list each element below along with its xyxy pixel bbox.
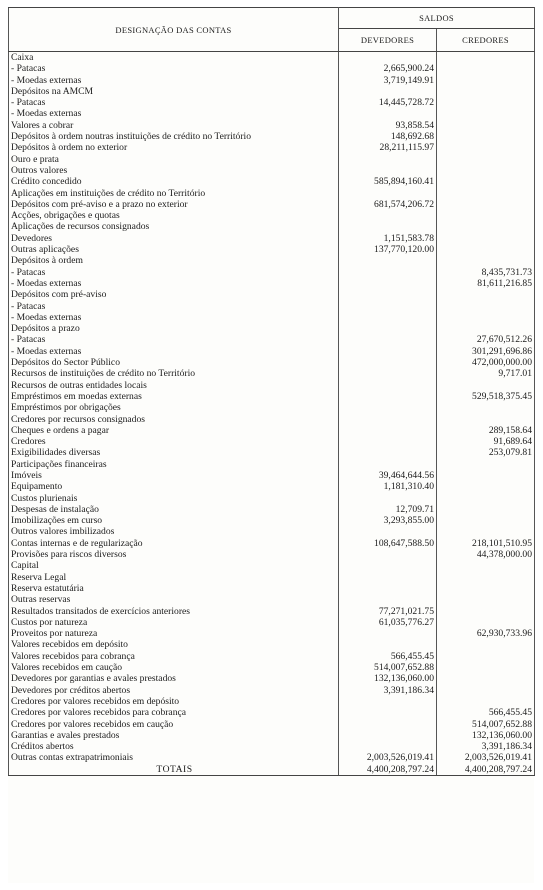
table-row — [9, 606, 535, 617]
credores-value: 301,291,696.86 — [437, 346, 535, 357]
credores-value — [437, 696, 535, 707]
credores-value — [437, 244, 535, 255]
credores-value: 289,158.64 — [437, 425, 535, 436]
account-name: Recursos de instituições de crédito no Território — [9, 368, 339, 379]
devedores-value — [339, 707, 437, 718]
credores-value — [437, 662, 535, 673]
credores-value: 91,689.64 — [437, 436, 535, 447]
table-row — [9, 481, 535, 492]
account-name: Recursos de outras entidades locais — [9, 380, 339, 391]
devedores-value — [339, 346, 437, 357]
devedores-value: 14,445,728.72 — [339, 97, 437, 108]
account-name: - Moedas externas — [9, 346, 339, 357]
credores-value — [437, 470, 535, 481]
table-row — [9, 662, 535, 673]
totals-credores: 4,400,208,797.24 — [437, 764, 535, 776]
credores-value — [437, 459, 535, 470]
table-row — [9, 267, 535, 278]
account-name: Reserva estatutária — [9, 583, 339, 594]
table-row — [9, 741, 535, 752]
credores-value — [437, 52, 535, 64]
table-row — [9, 515, 535, 526]
table-row — [9, 572, 535, 583]
table-row — [9, 402, 535, 413]
account-name: Custos plurienais — [9, 493, 339, 504]
devedores-value — [339, 741, 437, 752]
devedores-value — [339, 165, 437, 176]
credores-value — [437, 312, 535, 323]
table-row — [9, 278, 535, 289]
account-name: Proveitos por natureza — [9, 628, 339, 639]
account-name: Credores por valores recebidos em depósito — [9, 696, 339, 707]
table-row — [9, 628, 535, 639]
account-name: Equipamento — [9, 481, 339, 492]
table-row — [9, 696, 535, 707]
table-row — [9, 730, 535, 741]
devedores-value: 108,647,588.50 — [339, 538, 437, 549]
table-row — [9, 617, 535, 628]
credores-value — [437, 572, 535, 583]
account-name: Credores por valores recebidos em caução — [9, 719, 339, 730]
credores-value — [437, 142, 535, 153]
table-row — [9, 255, 535, 266]
credores-value — [437, 63, 535, 74]
credores-value — [437, 583, 535, 594]
credores-value: 62,930,733.96 — [437, 628, 535, 639]
table-row — [9, 165, 535, 176]
credores-value — [437, 481, 535, 492]
account-name: Reserva Legal — [9, 572, 339, 583]
accounts-table — [8, 7, 535, 776]
devedores-value — [339, 108, 437, 119]
account-name: Exigibilidades diversas — [9, 447, 339, 458]
account-name: Ouro e prata — [9, 154, 339, 165]
account-name: Caixa — [9, 52, 339, 64]
totals-section — [9, 764, 535, 776]
credores-value — [437, 380, 535, 391]
credores-value: 132,136,060.00 — [437, 730, 535, 741]
credores-value: 9,717.01 — [437, 368, 535, 379]
devedores-value: 39,464,644.56 — [339, 470, 437, 481]
devedores-value — [339, 628, 437, 639]
account-name: - Patacas — [9, 97, 339, 108]
account-name: - Moedas externas — [9, 108, 339, 119]
account-name: Valores a cobrar — [9, 120, 339, 131]
credores-value: 3,391,186.34 — [437, 741, 535, 752]
account-name: Depósitos à ordem — [9, 255, 339, 266]
credores-value: 514,007,652.88 — [437, 719, 535, 730]
account-name: Empréstimos por obrigações — [9, 402, 339, 413]
table-row — [9, 52, 535, 64]
devedores-value — [339, 526, 437, 537]
table-row — [9, 221, 535, 232]
table-row — [9, 334, 535, 345]
account-name: Créditos abertos — [9, 741, 339, 752]
account-name: Resultados transitados de exercícios anteriores — [9, 606, 339, 617]
credores-value — [437, 165, 535, 176]
devedores-value: 132,136,060.00 — [339, 673, 437, 684]
devedores-value — [339, 368, 437, 379]
credores-value — [437, 154, 535, 165]
devedores-value: 1,151,583.78 — [339, 233, 437, 244]
credores-value: 253,079.81 — [437, 447, 535, 458]
credores-value — [437, 97, 535, 108]
table-row — [9, 380, 535, 391]
table-row — [9, 639, 535, 650]
account-name: Acções, obrigações e quotas — [9, 210, 339, 221]
table-row — [9, 685, 535, 696]
totals-label: TOTAIS — [9, 764, 339, 776]
credores-value — [437, 199, 535, 210]
credores-value — [437, 221, 535, 232]
table-row — [9, 154, 535, 165]
devedores-value — [339, 549, 437, 560]
devedores-value: 585,894,160.41 — [339, 176, 437, 187]
account-name: Contas internas e de regularização — [9, 538, 339, 549]
credores-value: 218,101,510.95 — [437, 538, 535, 549]
table-row — [9, 425, 535, 436]
totals-row — [9, 764, 535, 776]
account-name: Valores recebidos para cobrança — [9, 651, 339, 662]
devedores-value — [339, 301, 437, 312]
table-row — [9, 549, 535, 560]
credores-value — [437, 301, 535, 312]
devedores-value: 566,455.45 — [339, 651, 437, 662]
table-row — [9, 233, 535, 244]
table-row — [9, 526, 535, 537]
devedores-value — [339, 493, 437, 504]
devedores-value — [339, 447, 437, 458]
saldos-header: SALDOS — [339, 8, 535, 29]
devedores-value — [339, 594, 437, 605]
devedores-value — [339, 572, 437, 583]
devedores-value: 137,770,120.00 — [339, 244, 437, 255]
table-row — [9, 97, 535, 108]
credores-value — [437, 685, 535, 696]
credores-value — [437, 86, 535, 97]
account-name: Crédito concedido — [9, 176, 339, 187]
table-header — [9, 8, 535, 52]
account-name: Aplicações de recursos consignados — [9, 221, 339, 232]
balance-sheet-document — [8, 7, 534, 883]
devedores-value — [339, 334, 437, 345]
devedores-value: 681,574,206.72 — [339, 199, 437, 210]
credores-value — [437, 414, 535, 425]
table-row — [9, 538, 535, 549]
table-row — [9, 75, 535, 86]
credores-value — [437, 210, 535, 221]
credores-value — [437, 289, 535, 300]
table-row — [9, 470, 535, 481]
credores-value: 27,670,512.26 — [437, 334, 535, 345]
devedores-value — [339, 560, 437, 571]
table-row — [9, 210, 535, 221]
table-row — [9, 583, 535, 594]
credores-value — [437, 606, 535, 617]
table-row — [9, 357, 535, 368]
account-name: - Patacas — [9, 334, 339, 345]
table-row — [9, 752, 535, 763]
devedores-value — [339, 357, 437, 368]
credores-value: 529,518,375.45 — [437, 391, 535, 402]
account-name: - Patacas — [9, 63, 339, 74]
devedores-value — [339, 402, 437, 413]
account-name: Devedores por créditos abertos — [9, 685, 339, 696]
account-name: Depósitos à ordem noutras instituições de crédito no Território — [9, 131, 339, 142]
account-name: Participações financeiras — [9, 459, 339, 470]
devedores-value: 61,035,776.27 — [339, 617, 437, 628]
credores-value — [437, 594, 535, 605]
table-row — [9, 312, 535, 323]
devedores-value: 3,719,149.91 — [339, 75, 437, 86]
credores-value — [437, 402, 535, 413]
account-name: Depósitos com pré-aviso e a prazo no exterior — [9, 199, 339, 210]
devedores-value — [339, 52, 437, 64]
credores-value: 81,611,216.85 — [437, 278, 535, 289]
table-row — [9, 436, 535, 447]
table-row — [9, 244, 535, 255]
account-name: Depósitos na AMCM — [9, 86, 339, 97]
table-body — [9, 52, 535, 764]
table-row — [9, 560, 535, 571]
devedores-value: 77,271,021.75 — [339, 606, 437, 617]
account-name: Devedores — [9, 233, 339, 244]
account-name: Devedores por garantias e avales prestados — [9, 673, 339, 684]
table-row — [9, 108, 535, 119]
account-name: Garantias e avales prestados — [9, 730, 339, 741]
table-row — [9, 86, 535, 97]
credores-value — [437, 639, 535, 650]
table-row — [9, 493, 535, 504]
devedores-value — [339, 583, 437, 594]
table-row — [9, 120, 535, 131]
designation-header: DESIGNAÇÃO DAS CONTAS — [9, 8, 339, 52]
account-name: Depósitos a prazo — [9, 323, 339, 334]
account-name: Aplicações em instituições de crédito no Território — [9, 188, 339, 199]
credores-value — [437, 323, 535, 334]
account-name: - Patacas — [9, 301, 339, 312]
account-name: Despesas de instalação — [9, 504, 339, 515]
account-name: Valores recebidos em depósito — [9, 639, 339, 650]
credores-header: CREDORES — [437, 29, 535, 52]
table-row — [9, 414, 535, 425]
table-row — [9, 323, 535, 334]
account-name: Outras aplicações — [9, 244, 339, 255]
devedores-value — [339, 459, 437, 470]
totals-devedores: 4,400,208,797.24 — [339, 764, 437, 776]
devedores-value — [339, 323, 437, 334]
devedores-value: 3,293,855.00 — [339, 515, 437, 526]
credores-value — [437, 515, 535, 526]
devedores-value — [339, 221, 437, 232]
devedores-value — [339, 391, 437, 402]
table-row — [9, 651, 535, 662]
devedores-value: 2,003,526,019.41 — [339, 752, 437, 763]
credores-value — [437, 493, 535, 504]
credores-value — [437, 651, 535, 662]
account-name: Custos por natureza — [9, 617, 339, 628]
account-name: - Moedas externas — [9, 75, 339, 86]
table-row — [9, 289, 535, 300]
account-name: Credores por recursos consignados — [9, 414, 339, 425]
credores-value — [437, 233, 535, 244]
table-row — [9, 63, 535, 74]
table-row — [9, 199, 535, 210]
credores-value: 566,455.45 — [437, 707, 535, 718]
credores-value — [437, 526, 535, 537]
credores-value: 44,378,000.00 — [437, 549, 535, 560]
devedores-value: 28,211,115.97 — [339, 142, 437, 153]
credores-value: 8,435,731.73 — [437, 267, 535, 278]
account-name: Depósitos à ordem no exterior — [9, 142, 339, 153]
table-row — [9, 594, 535, 605]
devedores-value — [339, 289, 437, 300]
account-name: Empréstimos em moedas externas — [9, 391, 339, 402]
credores-value: 2,003,526,019.41 — [437, 752, 535, 763]
devedores-value — [339, 639, 437, 650]
credores-value — [437, 120, 535, 131]
devedores-value — [339, 436, 437, 447]
credores-value — [437, 504, 535, 515]
account-name: Outras reservas — [9, 594, 339, 605]
table-row — [9, 459, 535, 470]
credores-value: 472,000,000.00 — [437, 357, 535, 368]
devedores-value — [339, 154, 437, 165]
table-row — [9, 368, 535, 379]
devedores-value — [339, 414, 437, 425]
account-name: Imóveis — [9, 470, 339, 481]
table-row — [9, 719, 535, 730]
account-name: Cheques e ordens a pagar — [9, 425, 339, 436]
devedores-value — [339, 210, 437, 221]
credores-value — [437, 188, 535, 199]
devedores-value — [339, 255, 437, 266]
account-name: Credores — [9, 436, 339, 447]
table-row — [9, 142, 535, 153]
devedores-value — [339, 719, 437, 730]
credores-value — [437, 131, 535, 142]
table-row — [9, 447, 535, 458]
table-row — [9, 673, 535, 684]
devedores-value — [339, 278, 437, 289]
credores-value — [437, 176, 535, 187]
devedores-value: 12,709.71 — [339, 504, 437, 515]
account-name: - Moedas externas — [9, 278, 339, 289]
devedores-value: 3,391,186.34 — [339, 685, 437, 696]
credores-value — [437, 673, 535, 684]
account-name: Outros valores — [9, 165, 339, 176]
table-row — [9, 176, 535, 187]
table-row — [9, 391, 535, 402]
devedores-value — [339, 312, 437, 323]
credores-value — [437, 75, 535, 86]
table-row — [9, 346, 535, 357]
devedores-header: DEVEDORES — [339, 29, 437, 52]
devedores-value: 1,181,310.40 — [339, 481, 437, 492]
credores-value — [437, 108, 535, 119]
account-name: - Patacas — [9, 267, 339, 278]
credores-value — [437, 255, 535, 266]
devedores-value — [339, 425, 437, 436]
account-name: Provisões para riscos diversos — [9, 549, 339, 560]
devedores-value — [339, 188, 437, 199]
table-row — [9, 707, 535, 718]
account-name: Capital — [9, 560, 339, 571]
devedores-value — [339, 730, 437, 741]
devedores-value — [339, 267, 437, 278]
devedores-value: 514,007,652.88 — [339, 662, 437, 673]
account-name: - Moedas externas — [9, 312, 339, 323]
devedores-value: 2,665,900.24 — [339, 63, 437, 74]
account-name: Depósitos com pré-aviso — [9, 289, 339, 300]
devedores-value: 93,858.54 — [339, 120, 437, 131]
account-name: Valores recebidos em caução — [9, 662, 339, 673]
devedores-value: 148,692.68 — [339, 131, 437, 142]
table-row — [9, 301, 535, 312]
account-name: Imobilizações em curso — [9, 515, 339, 526]
credores-value — [437, 560, 535, 571]
table-row — [9, 504, 535, 515]
account-name: Credores por valores recebidos para cobrança — [9, 707, 339, 718]
account-name: Outras contas extrapatrimoniais — [9, 752, 339, 763]
table-row — [9, 131, 535, 142]
table-row — [9, 188, 535, 199]
account-name: Outros valores imbilizados — [9, 526, 339, 537]
devedores-value — [339, 86, 437, 97]
account-name: Depósitos do Sector Público — [9, 357, 339, 368]
devedores-value — [339, 696, 437, 707]
credores-value — [437, 617, 535, 628]
devedores-value — [339, 380, 437, 391]
